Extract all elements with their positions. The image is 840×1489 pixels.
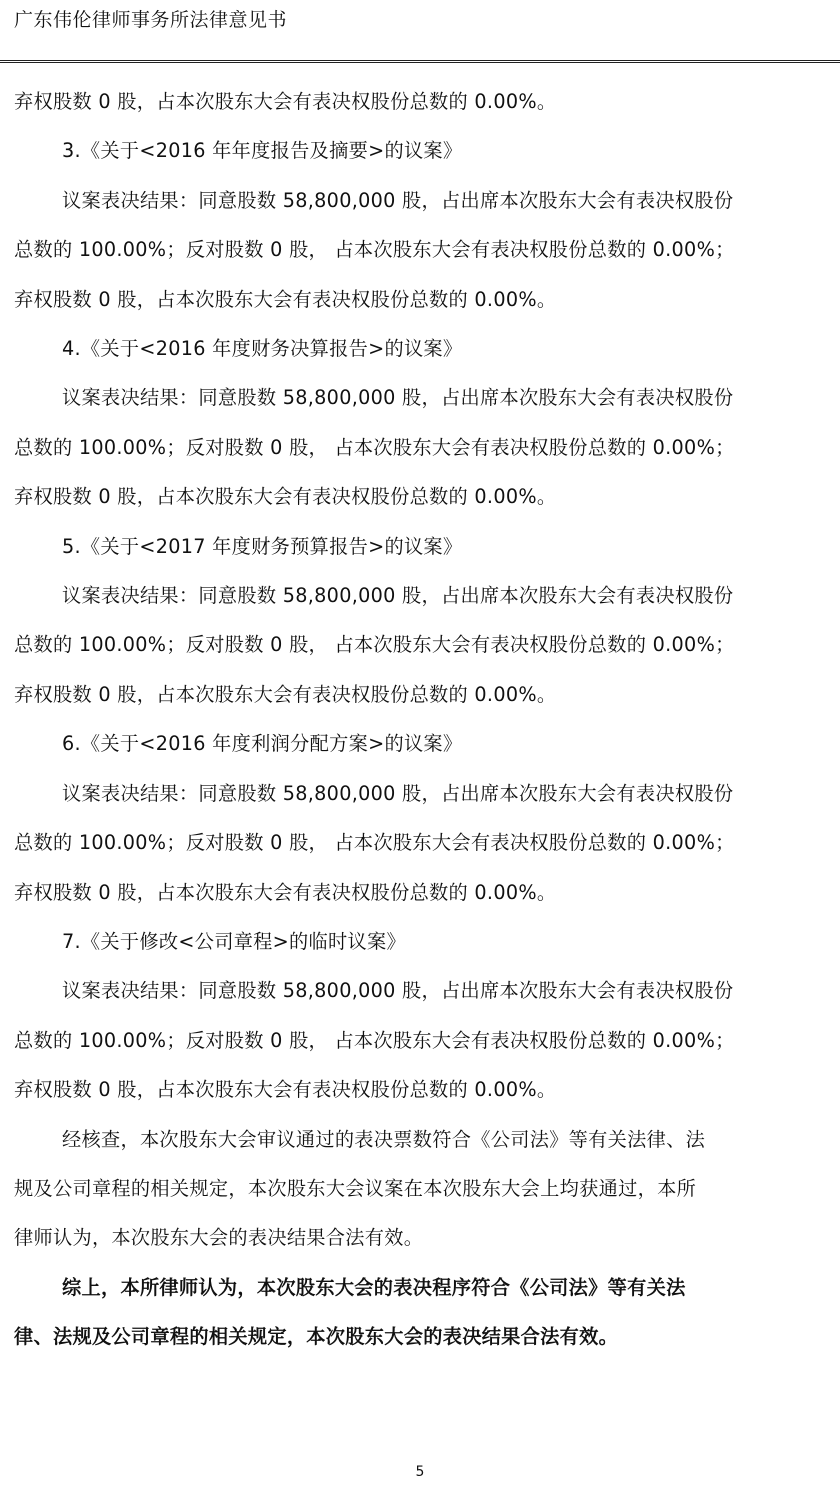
review-paragraph-line: 律师认为，本次股东大会的表决结果合法有效。 xyxy=(14,1226,424,1250)
review-paragraph-line: 经核查，本次股东大会审议通过的表决票数符合《公司法》等有关法律、法 xyxy=(62,1127,706,1151)
vote-result-line: 弃权股数 0 股，占本次股东大会有表决权股份总数的 0.00%。 xyxy=(14,485,557,509)
page-number: 5 xyxy=(415,1464,425,1480)
vote-result-line: 弃权股数 0 股，占本次股东大会有表决权股份总数的 0.00%。 xyxy=(14,287,557,311)
vote-result-line: 议案表决结果：同意股数 58,800,000 股，占出席本次股东大会有表决权股份 xyxy=(62,584,734,608)
text-line: 弃权股数 0 股，占本次股东大会有表决权股份总数的 0.00%。 xyxy=(14,90,557,113)
vote-result-line: 议案表决结果：同意股数 58,800,000 股，占出席本次股东大会有表决权股份 xyxy=(62,386,734,410)
vote-result-line: 弃权股数 0 股，占本次股东大会有表决权股份总数的 0.00%。 xyxy=(14,682,557,706)
conclusion-line: 综上，本所律师认为，本次股东大会的表决程序符合《公司法》等有关法 xyxy=(62,1275,686,1299)
document-body xyxy=(14,77,836,1362)
proposal-title-4: 4.《关于<2016 年度财务决算报告>的议案》 xyxy=(62,337,463,361)
header-divider xyxy=(0,60,840,63)
proposal-title-7: 7.《关于修改<公司章程>的临时议案》 xyxy=(62,929,406,953)
vote-result-line: 总数的 100.00%；反对股数 0 股， 占本次股东大会有表决权股份总数的 0.00%； xyxy=(14,238,735,262)
vote-result-line: 弃权股数 0 股，占本次股东大会有表决权股份总数的 0.00%。 xyxy=(14,880,557,904)
proposal-title-6: 6.《关于<2016 年度利润分配方案>的议案》 xyxy=(62,732,463,756)
conclusion-line: 律、法规及公司章程的相关规定，本次股东大会的表决结果合法有效。 xyxy=(14,1325,619,1349)
vote-result-line: 总数的 100.00%；反对股数 0 股， 占本次股东大会有表决权股份总数的 0.00%； xyxy=(14,435,735,459)
vote-result-line: 总数的 100.00%；反对股数 0 股， 占本次股东大会有表决权股份总数的 0.00%； xyxy=(14,1028,735,1052)
vote-result-line: 总数的 100.00%；反对股数 0 股， 占本次股东大会有表决权股份总数的 0.00%； xyxy=(14,831,735,855)
vote-result-line: 总数的 100.00%；反对股数 0 股， 占本次股东大会有表决权股份总数的 0.00%； xyxy=(14,633,735,657)
review-paragraph-line: 规及公司章程的相关规定，本次股东大会议案在本次股东大会上均获通过，本所 xyxy=(14,1176,697,1200)
document-header-title: 广东伟伦律师事务所法律意见书 xyxy=(14,9,288,31)
vote-result-line: 议案表决结果：同意股数 58,800,000 股，占出席本次股东大会有表决权股份 xyxy=(62,188,734,212)
vote-result-line: 弃权股数 0 股，占本次股东大会有表决权股份总数的 0.00%。 xyxy=(14,1078,557,1102)
proposal-title-5: 5.《关于<2017 年度财务预算报告>的议案》 xyxy=(62,534,463,558)
proposal-title-3: 3.《关于<2016 年年度报告及摘要>的议案》 xyxy=(62,139,463,163)
vote-result-line: 议案表决结果：同意股数 58,800,000 股，占出席本次股东大会有表决权股份 xyxy=(62,781,734,805)
vote-result-line: 议案表决结果：同意股数 58,800,000 股，占出席本次股东大会有表决权股份 xyxy=(62,979,734,1003)
